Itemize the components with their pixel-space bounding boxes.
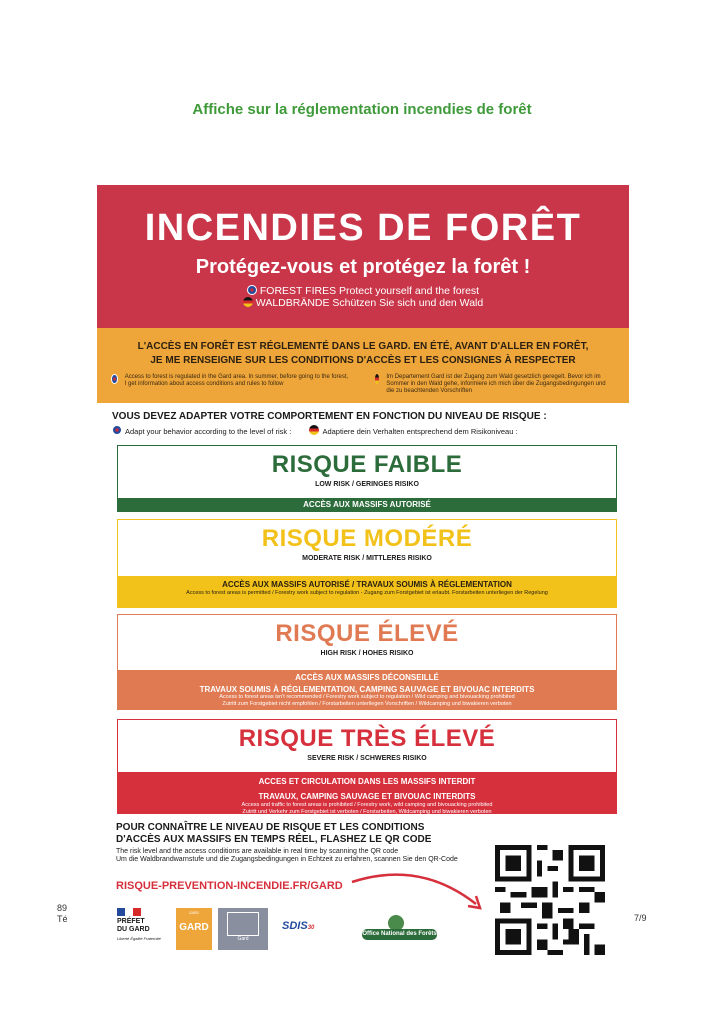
prefet-gard-logo bbox=[117, 908, 167, 941]
risk-tres-eleve-head bbox=[118, 720, 616, 772]
access-main-line1: L'ACCÈS EN FORÊT EST RÉGLEMENTÉ DANS LE GARD. EN ÉTÉ, AVANT D'ALLER EN FORÊT, bbox=[137, 341, 589, 352]
risk-modere-band bbox=[118, 576, 616, 607]
sdis-number: 30 bbox=[307, 925, 315, 931]
adapt-de-text: Adaptiere dein Verhalten entsprechend dem Risikoniveau : bbox=[322, 427, 518, 436]
access-main-line2: JE ME RENSEIGNE SUR LES CONDITIONS D'ACCÈS ET LES CONSIGNES À RESPECTER bbox=[150, 355, 576, 366]
hero-de-line bbox=[97, 297, 629, 309]
marianne-icon bbox=[117, 908, 141, 916]
gard-logo-small: GARD bbox=[188, 911, 200, 915]
hero-title: INCENDIES DE FORÊT bbox=[144, 207, 582, 249]
risk-tres-eleve-translation: SEVERE RISK / SCHWERES RISIKO bbox=[307, 755, 427, 762]
uk-flag-icon bbox=[111, 374, 118, 384]
prefet-line2: DU GARD bbox=[117, 926, 150, 933]
qr-title-line2: D'ACCÈS AUX MASSIFS EN TEMPS RÉEL, FLASHEZ LE QR CODE bbox=[116, 834, 432, 845]
page-number: 7/9 bbox=[634, 913, 647, 923]
access-main bbox=[97, 340, 629, 368]
risk-tres-eleve-name: RISQUE TRÈS ÉLEVÉ bbox=[238, 725, 496, 752]
qr-text-de: Um die Waldbrandwarnstufe und die Zugangsbedingungen in Echtzeit zu erfahren, scannen Sie den QR-Code bbox=[116, 856, 458, 863]
risk-modere-head bbox=[118, 520, 616, 576]
risk-tres-eleve-band-small2: Zutritt und Verkehr zum Forstgebiet ist verboten / Forstarbeiten, Wildcamping und biwakieren verboten bbox=[242, 809, 492, 815]
risk-faible-translation: LOW RISK / GERINGES RISIKO bbox=[315, 481, 419, 488]
sdis-label: SDIS bbox=[282, 920, 308, 932]
gard-association-label: Gard bbox=[237, 936, 249, 942]
onf-label: Office National des Forêts bbox=[362, 929, 437, 940]
risk-modere-band-small: Access to forest areas is permitted / Forestry work subject to regulation - Zugang zum Forstgebiet ist erlaubt. Forstarbeiten unterliegen der Regelung bbox=[186, 590, 548, 596]
risk-tres-eleve-band bbox=[118, 772, 616, 814]
onf-logo bbox=[362, 915, 437, 943]
arrow-icon bbox=[350, 868, 490, 918]
risk-eleve-band-line2: TRAVAUX SOUMIS À RÉGLEMENTATION, CAMPING SAUVAGE ET BIVOUAC INTERDITS bbox=[199, 685, 535, 694]
access-band bbox=[97, 328, 629, 403]
risk-tres-eleve-band-line2: TRAVAUX, CAMPING SAUVAGE ET BIVOUAC INTERDITS bbox=[258, 792, 476, 801]
risk-eleve-head bbox=[118, 615, 616, 670]
risk-tres-eleve-box bbox=[117, 719, 617, 814]
hero-subtitle: Protégez-vous et protégez la forêt ! bbox=[195, 256, 531, 278]
risk-faible-band bbox=[118, 498, 616, 512]
qr-title-line1: POUR CONNAÎTRE LE NIVEAU DE RISQUE ET LES CONDITIONS bbox=[116, 822, 425, 833]
qr-code[interactable] bbox=[495, 845, 605, 955]
gard-association-logo bbox=[218, 908, 268, 950]
risk-eleve-box bbox=[117, 614, 617, 710]
gard-department-logo bbox=[176, 908, 212, 950]
risk-faible-band-text: ACCÈS AUX MASSIFS AUTORISÉ bbox=[303, 500, 431, 509]
risk-tres-eleve-band-line1: ACCES ET CIRCULATION DANS LES MASSIFS INTERDIT bbox=[258, 777, 476, 786]
hero-banner bbox=[97, 185, 629, 328]
de-flag-icon bbox=[309, 425, 319, 435]
gard-logo-big: GARD bbox=[179, 922, 209, 933]
sdis-logo bbox=[282, 920, 314, 932]
qr-section-title bbox=[116, 822, 476, 846]
risk-eleve-band bbox=[118, 670, 616, 710]
risk-modere-box bbox=[117, 519, 617, 608]
uk-flag-icon bbox=[112, 425, 122, 435]
risk-eleve-translation: HIGH RISK / HOHES RISIKO bbox=[320, 650, 414, 657]
risk-eleve-band-line1: ACCÈS AUX MASSIFS DÉCONSEILLÉ bbox=[295, 673, 439, 682]
risk-tres-eleve-band-small1: Access and traffic to forest areas is prohibited / Forestry work, wild camping and bivouacking prohibited bbox=[241, 802, 493, 808]
access-de-text: Im Departement Gard ist der Zugang zum Wald gesetzlich geregelt. Bevor ich im Sommer in den Wald gehe, informiere ich mich über die Zugangsbedingungen und die zu beachtenden Vorschriften bbox=[386, 374, 606, 394]
access-en bbox=[111, 374, 351, 395]
gard-emblem-icon bbox=[227, 912, 259, 936]
side-text-line1: 89 bbox=[57, 903, 68, 913]
risk-faible-head bbox=[118, 446, 616, 498]
adapt-title: VOUS DEVEZ ADAPTER VOTRE COMPORTEMENT EN FONCTION DU NIVEAU DE RISQUE : bbox=[112, 411, 547, 422]
risk-modere-band-text: ACCÈS AUX MASSIFS AUTORISÉ / TRAVAUX SOUMIS À RÉGLEMENTATION bbox=[222, 580, 512, 589]
access-translations bbox=[97, 368, 629, 395]
risk-eleve-band-small2: Zutritt zum Forstgebiet nicht empfohlen / Forstarbeiten unterliegen Vorschriften / Wildcamping und biwakieren verboten bbox=[222, 701, 512, 707]
risk-faible-name: RISQUE FAIBLE bbox=[271, 451, 463, 478]
risk-modere-translation: MODERATE RISK / MITTLERES RISIKO bbox=[302, 555, 432, 562]
risk-eleve-name: RISQUE ÉLEVÉ bbox=[275, 620, 459, 647]
adapt-en-text: Adapt your behavior according to the level of risk : bbox=[125, 427, 292, 436]
side-text bbox=[57, 903, 68, 925]
risk-faible-box bbox=[117, 445, 617, 512]
de-flag-icon bbox=[375, 374, 379, 384]
access-en-text: Access to forest is regulated in the Gard area. In summer, before going to the forest, I get information about access conditions and rules to follow bbox=[124, 374, 349, 387]
risk-modere-name: RISQUE MODÉRÉ bbox=[261, 525, 473, 552]
hero-en-text: FOREST FIRES Protect yourself and the forest bbox=[259, 285, 480, 297]
uk-flag-icon bbox=[247, 285, 257, 295]
risk-eleve-band-small1: Access to forest areas isn't recommended / Forestry work subject to regulation / Wild camping and bivouacking prohibited bbox=[219, 694, 515, 700]
qr-section-text bbox=[116, 848, 476, 864]
adapt-subtitle bbox=[112, 425, 518, 436]
prefet-motto: Liberté Égalité Fraternité bbox=[117, 936, 161, 941]
side-text-line2: Té bbox=[57, 914, 68, 924]
prevention-url-link[interactable]: RISQUE-PREVENTION-INCENDIE.FR/GARD bbox=[116, 880, 343, 892]
hero-de-text: WALDBRÄNDE Schützen Sie sich und den Wald bbox=[255, 297, 484, 309]
de-flag-icon bbox=[243, 297, 253, 307]
qr-text-en: The risk level and the access conditions are available in real time by scanning the QR code bbox=[116, 848, 399, 855]
page-caption: Affiche sur la réglementation incendies de forêt bbox=[192, 101, 532, 118]
access-de bbox=[375, 374, 615, 395]
hero-en-line bbox=[97, 285, 629, 297]
prefet-line1: PRÉFET bbox=[117, 918, 145, 925]
